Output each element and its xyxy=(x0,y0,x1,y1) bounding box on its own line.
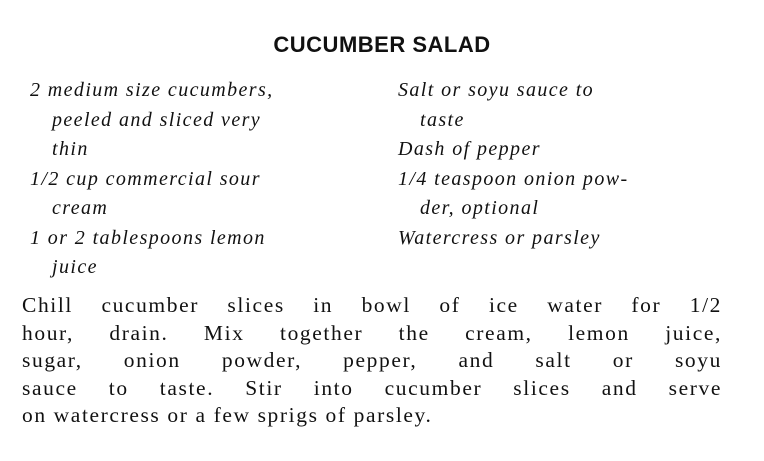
ingredient-item xyxy=(398,76,738,135)
ingredient-line: peeled and sliced very xyxy=(52,108,262,131)
ingredient-line: Salt or soyu sauce to xyxy=(398,79,595,101)
instruction-line: hour, drain. Mix together the cream, lemon juice, xyxy=(22,320,722,345)
instruction-line: sugar, onion powder, pepper, and salt or soyu xyxy=(22,348,722,372)
ingredient-item xyxy=(398,165,738,224)
instruction-line: sauce to taste. Stir into cucumber slices and serve xyxy=(22,375,722,400)
ingredient-line: thin xyxy=(52,138,89,160)
ingredient-line: 1 or 2 tablespoons lemon xyxy=(30,226,266,249)
ingredient-line: 2 medium size cucumbers, xyxy=(30,79,274,101)
instruction-line: on watercress or a few sprigs of parsley. xyxy=(22,403,433,427)
ingredient-item xyxy=(398,224,738,254)
ingredient-line: der, optional xyxy=(420,197,540,219)
ingredient-line: 1/2 cup commercial sour xyxy=(30,167,261,190)
ingredients-left-column xyxy=(30,76,370,283)
ingredient-line: Watercress or parsley xyxy=(398,226,601,249)
ingredients-right-column xyxy=(398,76,738,253)
ingredient-item xyxy=(30,76,370,165)
ingredient-line: Dash of pepper xyxy=(398,138,541,160)
ingredient-item xyxy=(30,165,370,224)
ingredient-item xyxy=(30,224,370,283)
recipe-title: CUCUMBER SALAD xyxy=(273,32,491,57)
instruction-line: Chill cucumber slices in bowl of ice water for 1/2 xyxy=(22,293,722,317)
ingredient-line: juice xyxy=(52,256,98,278)
ingredient-item xyxy=(398,135,738,165)
ingredient-line: 1/4 teaspoon onion pow- xyxy=(398,167,629,190)
ingredient-line: cream xyxy=(52,197,109,219)
instructions-paragraph xyxy=(22,292,722,430)
ingredient-line: taste xyxy=(420,108,465,131)
